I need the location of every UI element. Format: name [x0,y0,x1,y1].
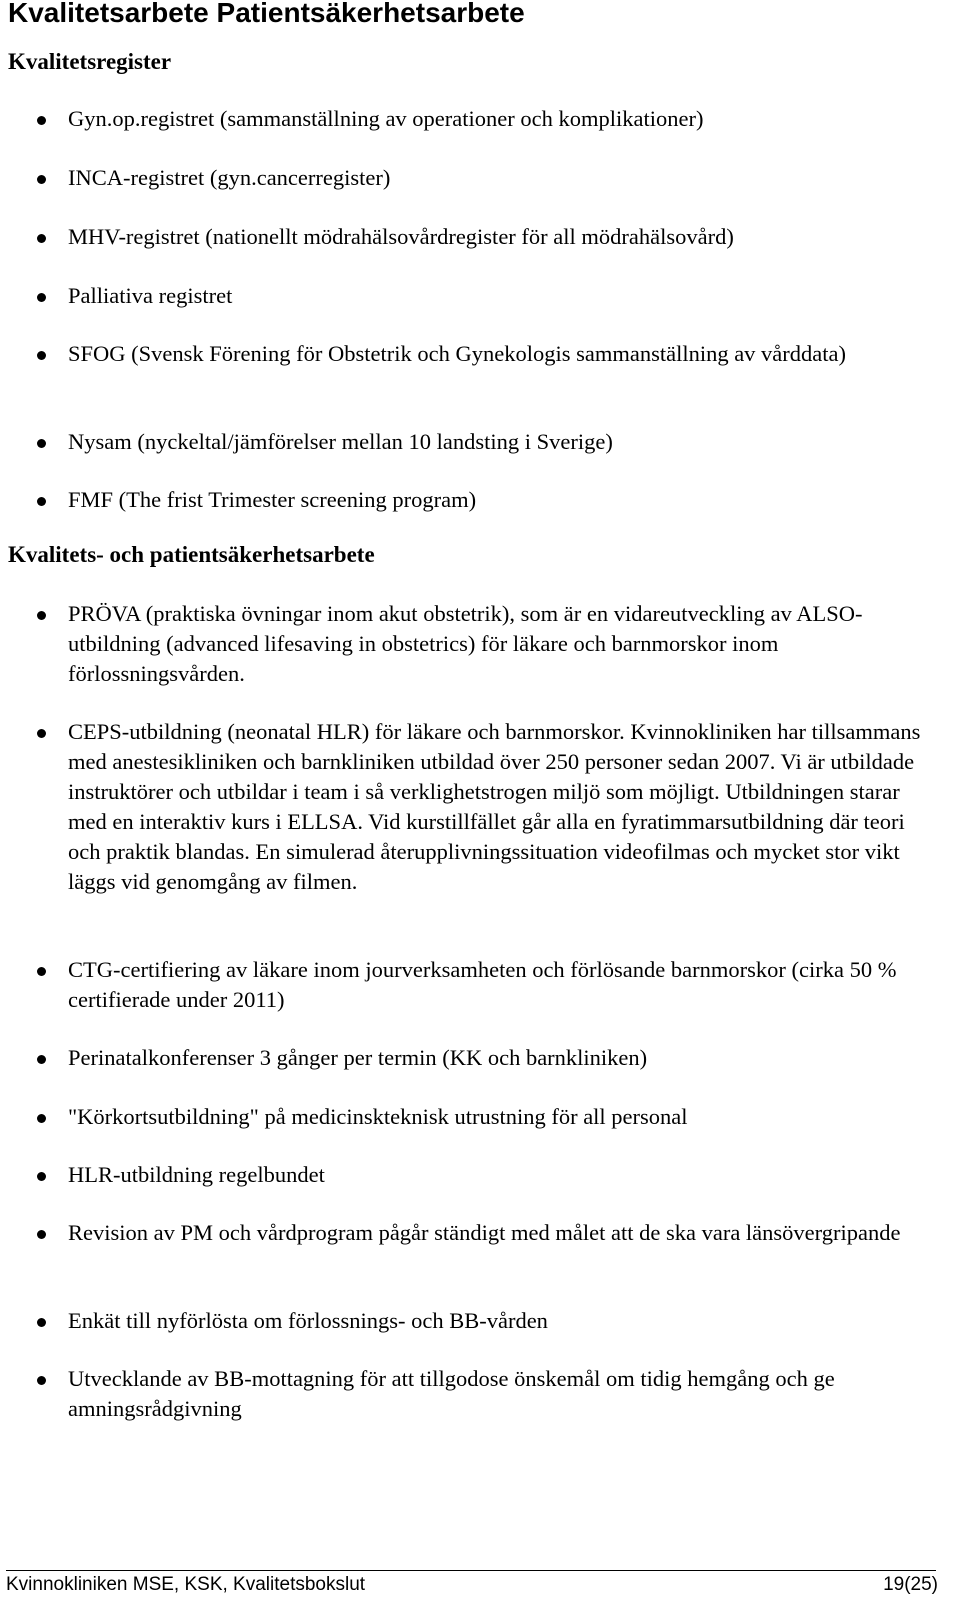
list-item-text: MHV-registret (nationellt mödrahälsovårdregister för all mödrahälsovård) [68,224,734,249]
bullet-icon [37,351,46,360]
safety-heading: Kvalitets- och patientsäkerhetsarbete [8,542,375,567]
list-item-text: Revision av PM och vårdprogram pågår ständigt med målet att de ska vara länsövergripande [68,1220,901,1245]
registers-heading: Kvalitetsregister [8,49,172,74]
footer-document-name: Kvinnokliniken MSE, KSK, Kvalitetsbokslut [6,1574,366,1595]
bullet-icon [37,234,46,243]
bullet-icon [37,1055,46,1064]
list-item-text: CTG-certifiering av läkare inom jourverksamheten och förlösande barnmorskor (cirka 50 % certifierade under 2011) [68,957,897,1012]
list-item-text: Perinatalkonferenser 3 gånger per termin (KK och barnkliniken) [68,1045,648,1070]
bullet-icon [37,611,46,620]
bullet-icon [37,1376,46,1385]
bullet-icon [37,1230,46,1239]
bullet-icon [37,293,46,302]
bullet-icon [37,116,46,125]
bullet-icon [37,439,46,448]
list-item-text: SFOG (Svensk Förening för Obstetrik och Gynekologis sammanställning av vårddata) [68,341,847,366]
footer-divider [6,1570,936,1571]
bullet-icon [37,729,46,738]
list-item-text: Enkät till nyförlösta om förlossnings- och BB-vården [68,1308,548,1333]
list-item-text: HLR-utbildning regelbundet [68,1162,325,1187]
list-item-text: PRÖVA (praktiska övningar inom akut obstetrik), som är en vidareutveckling av ALSO-utbildning (advanced lifesaving in obstetrics) för läkare och barnmorskor inom förlossningsvården. [68,601,863,686]
list-item-text: CEPS-utbildning (neonatal HLR) för läkare och barnmorskor. Kvinnokliniken har tillsammans med anestesikliniken och barnkliniken utbildad över 250 personer sedan 2007. Vi är utbildade instruktörer och utbildar i team i så verklighetstrogen miljö som möjligt. Utbildningen starar med en interaktiv kurs i ELLSA. Vid kurstillfället går alla en fyratimmarsutbildning där teori och praktik blandas. En simulerad återupplivningssituation videofilmas och mycket stor vikt läggs vid genomgång av filmen. [68,719,921,894]
list-item-text: Palliativa registret [68,283,233,308]
bullet-icon [37,1114,46,1123]
list-item-text: Utvecklande av BB-mottagning för att tillgodose önskemål om tidig hemgång och ge amningsrådgivning [68,1366,835,1421]
list-item-text: Nysam (nyckeltal/jämförelser mellan 10 landsting i Sverige) [68,429,613,454]
list-item-text: Gyn.op.registret (sammanställning av operationer och komplikationer) [68,106,704,131]
page-title: Kvalitetsarbete Patientsäkerhetsarbete [8,0,525,28]
list-item-text: FMF (The frist Trimester screening program) [68,487,477,512]
bullet-icon [37,1318,46,1327]
bullet-icon [37,1172,46,1181]
bullet-icon [37,967,46,976]
bullet-icon [37,497,46,506]
list-item-text: "Körkortsutbildning" på medicinskteknisk utrustning för all personal [68,1104,688,1129]
list-item-text: INCA-registret (gyn.cancerregister) [68,165,391,190]
footer-page-number: 19(25) [883,1574,938,1595]
bullet-icon [37,175,46,184]
